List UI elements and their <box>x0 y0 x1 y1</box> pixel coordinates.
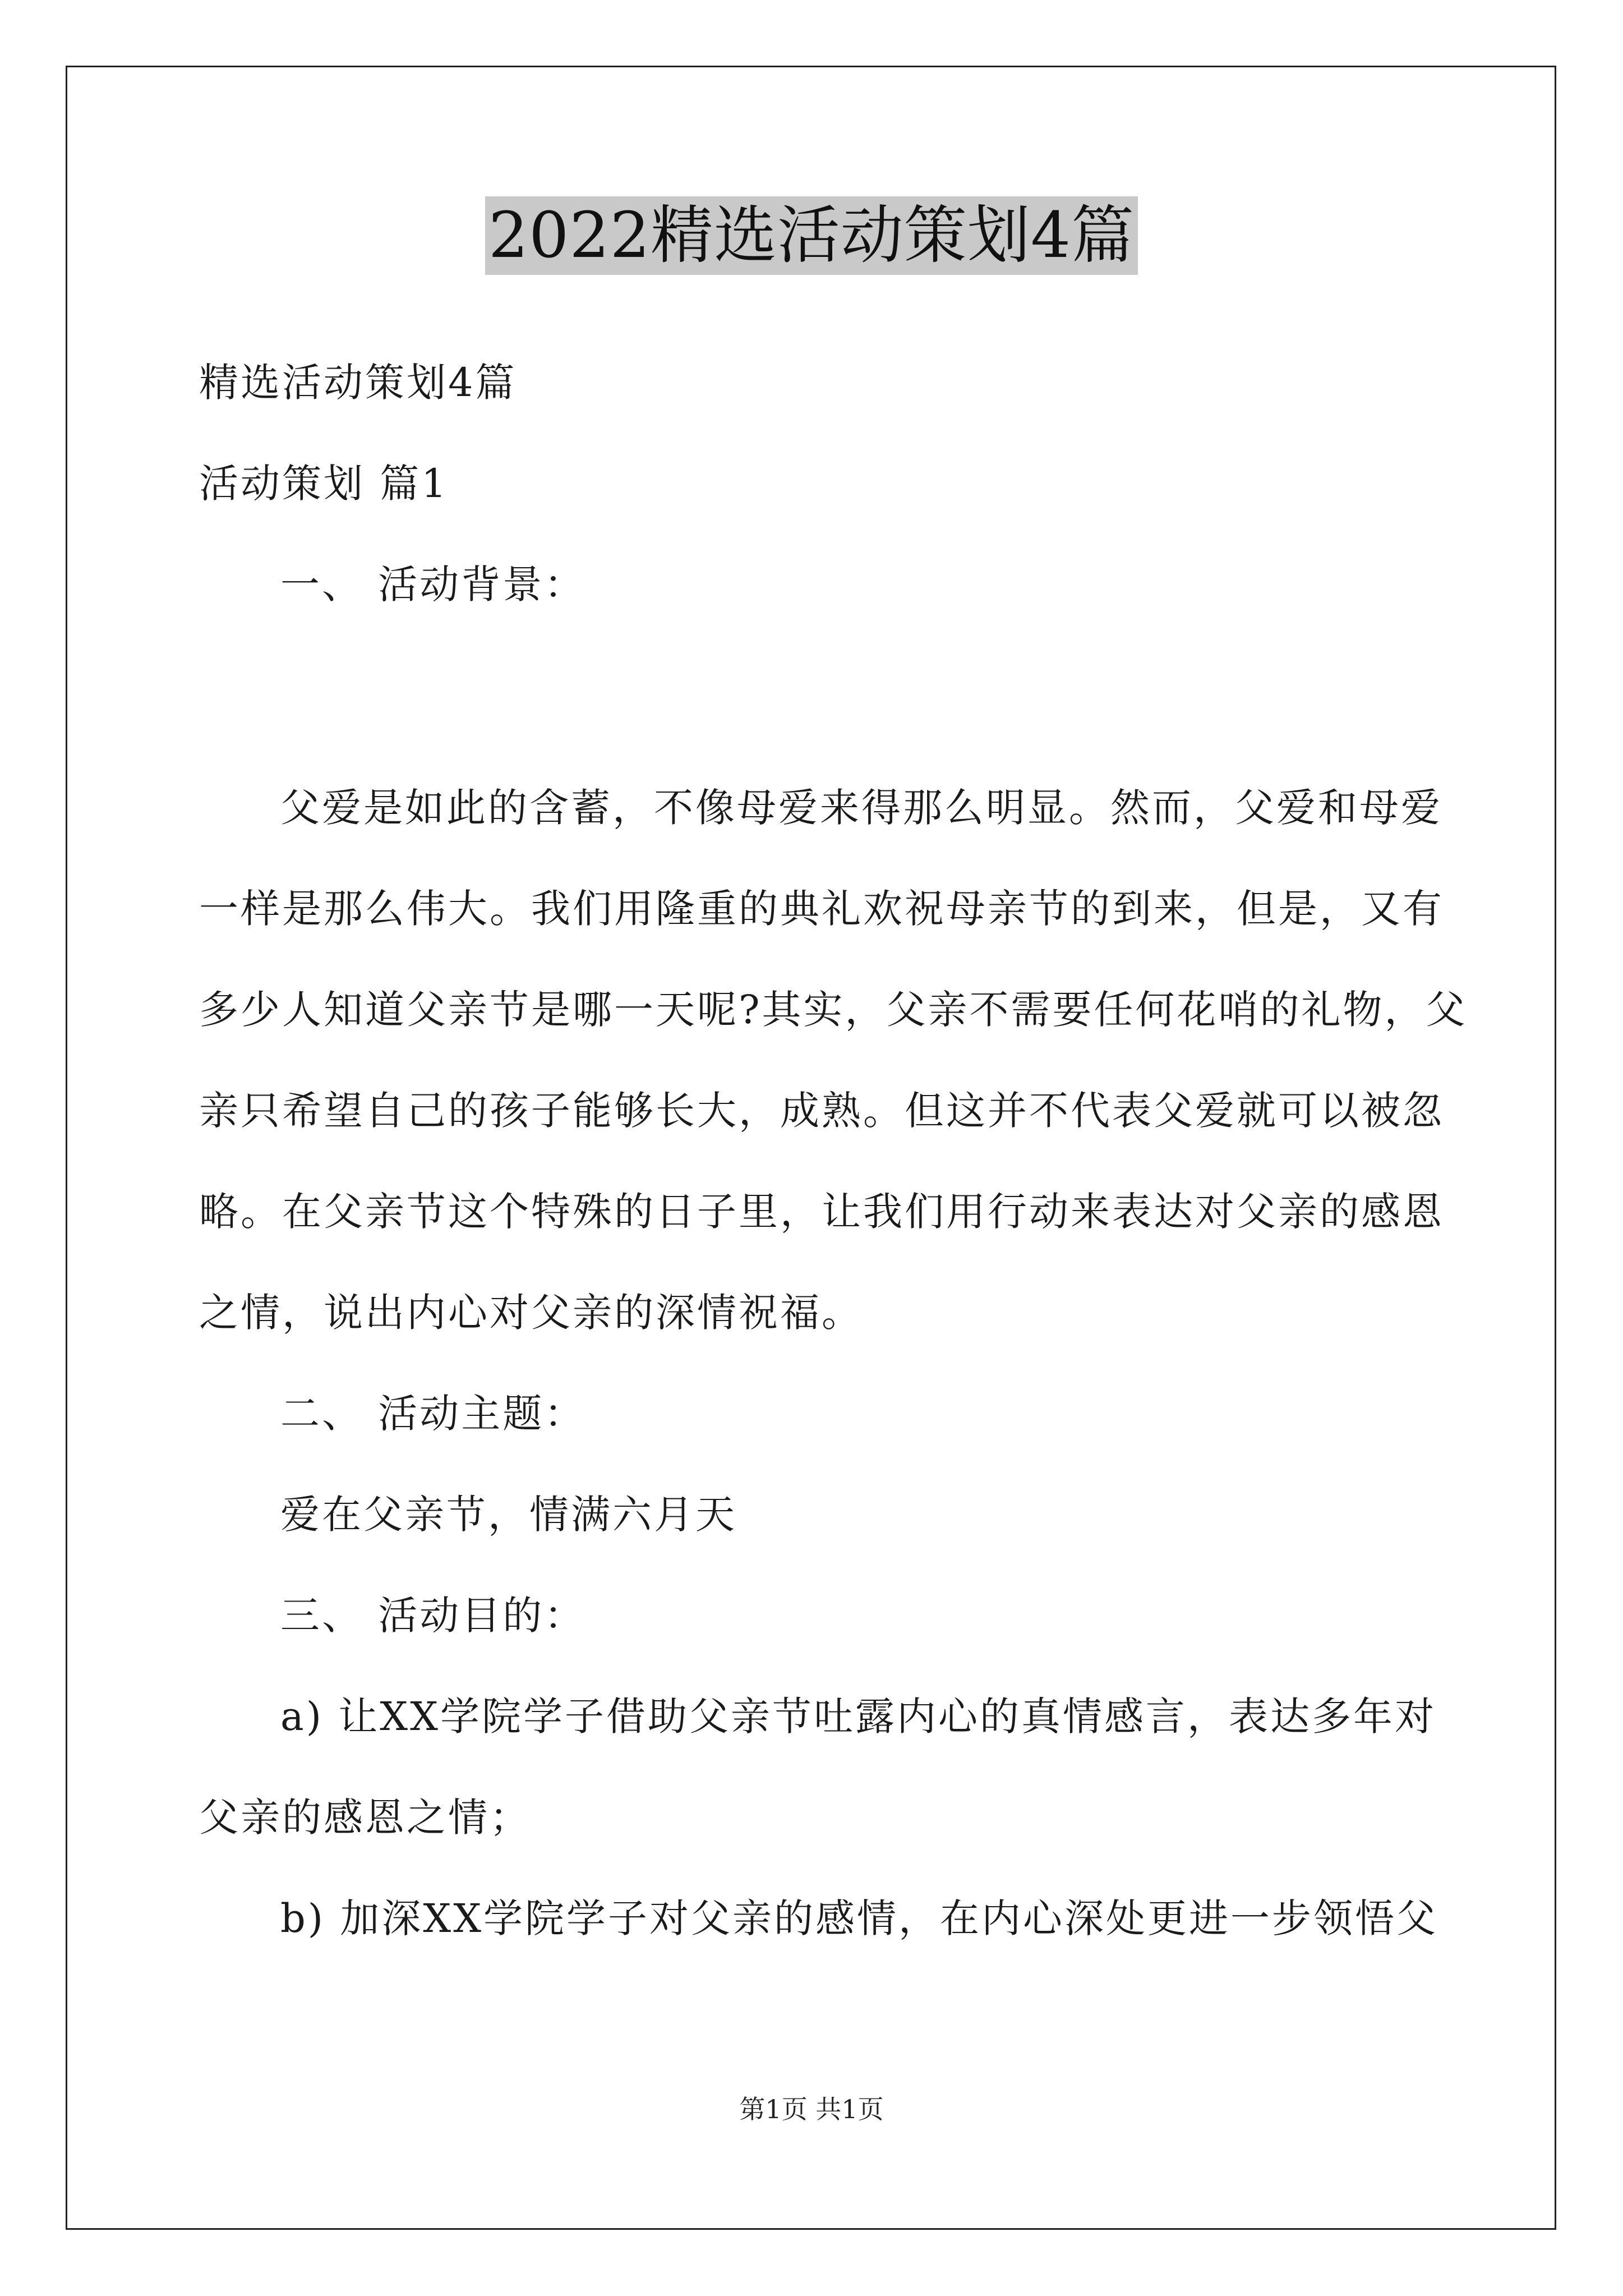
para1-line-4: 亲只希望自己的孩子能够长大，成熟。但这并不代表父爱就可以被忽 <box>199 1088 1444 1134</box>
purpose-b-line: b) 加深XX学院学子对父亲的感情，在内心深处更进一步领悟父 <box>280 1895 1438 1941</box>
para1-line-3: 多少人知道父亲节是哪一天呢?其实，父亲不需要任何花哨的礼物，父 <box>199 987 1468 1033</box>
document-subtitle: 精选活动策划4篇 <box>199 360 517 406</box>
para1-line-6: 之情，说出内心对父亲的深情祝福。 <box>199 1290 863 1336</box>
section2-heading: 二、 活动主题： <box>280 1391 586 1437</box>
part-heading: 活动策划 篇1 <box>199 461 449 507</box>
para1-line-5: 略。在父亲节这个特殊的日子里，让我们用行动来表达对父亲的感恩 <box>199 1189 1444 1235</box>
section1-heading: 一、 活动背景： <box>280 562 586 608</box>
purpose-a-line-2: 父亲的感恩之情； <box>199 1795 531 1841</box>
title-container <box>0 196 1623 275</box>
page-footer: 第1页 共1页 <box>739 2094 884 2124</box>
theme-text: 爱在父亲节，情满六月天 <box>280 1492 737 1538</box>
document-title: 2022精选活动策划4篇 <box>485 196 1138 275</box>
para1-line-2: 一样是那么伟大。我们用隆重的典礼欢祝母亲节的到来，但是，又有 <box>199 886 1444 932</box>
purpose-a-line-1: a) 让XX学院学子借助父亲节吐露内心的真情感言，表达多年对 <box>280 1694 1436 1740</box>
para1-line-1: 父爱是如此的含蓄，不像母爱来得那么明显。然而，父爱和母爱 <box>280 785 1442 831</box>
section3-heading: 三、 活动目的： <box>280 1593 586 1639</box>
